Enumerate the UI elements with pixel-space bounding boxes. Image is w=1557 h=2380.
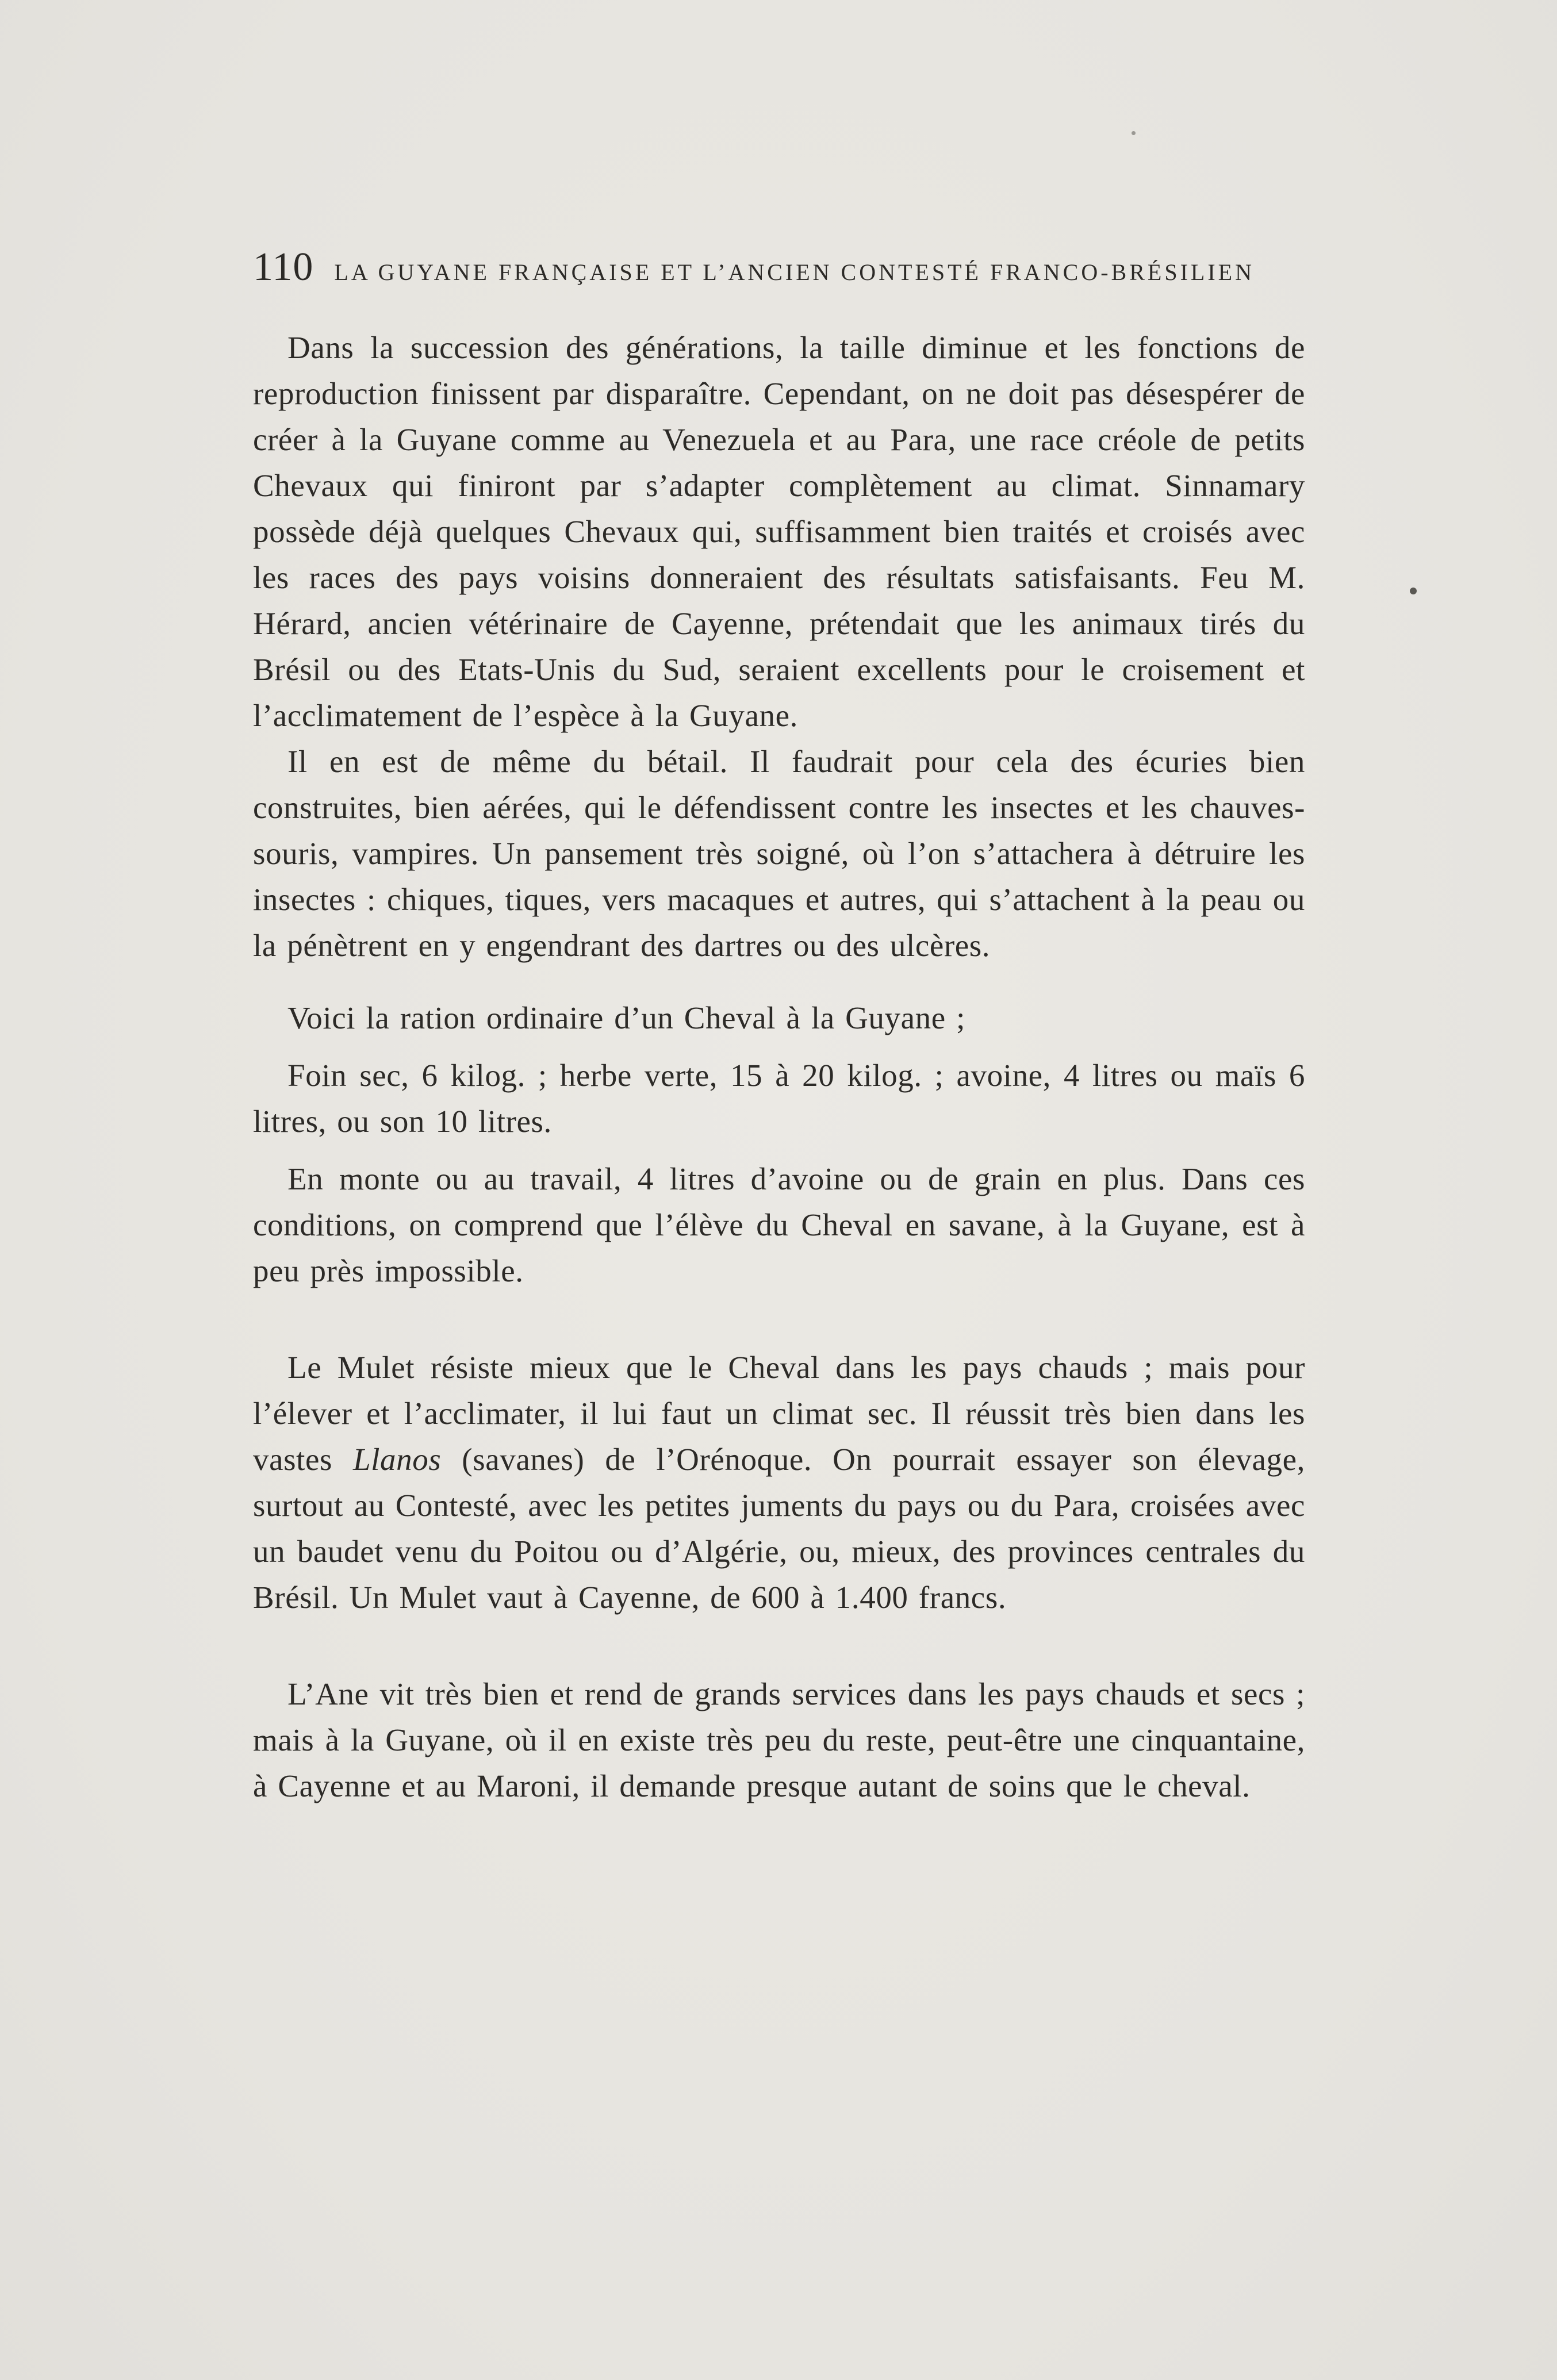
paragraph-mule xyxy=(253,1345,1305,1621)
llanos-term: Llanos xyxy=(352,1442,442,1477)
mule-text-end: (savanes) de l’Orénoque. On pourrait essayer son élevage, surtout au Contesté, avec les petites juments du pays ou du Para, croisées avec un baudet venu du Poitou ou d’Algérie, ou, mieux, des provinces centrales du Brésil. Un Mulet vaut à Cayenne, de 600 à 1.400 francs. xyxy=(253,1442,1305,1615)
paragraph-work-ration: En monte ou au travail, 4 litres d’avoine ou de grain en plus. Dans ces conditions, on comprend que l’élève du Cheval en savane, à la Guyane, est à peu près impossible. xyxy=(253,1161,1305,1288)
paragraph-ration: Foin sec, 6 kilog. ; herbe verte, 15 à 20 kilog. ; avoine, 4 litres ou maïs 6 litres, ou son 10 litres. xyxy=(253,1058,1305,1139)
body-text xyxy=(253,325,1305,1809)
paragraph-horse-breeding: Dans la succession des générations, la taille diminue et les fonctions de reproduction finissent par disparaître. Cependant, on ne doit pas désespérer de créer à la Guyane comme au Venezuela et au Para, une race créole de petits Chevaux qui finiront par s’adapter complètement au climat. Sinnamary possède déjà quelques Chevaux qui, suffisamment bien traités et croisés avec les races des pays voisins donneraient des résultats satisfaisants. Feu M. Hérard, ancien vétérinaire de Cayenne, prétendait que les animaux tirés du Brésil ou des Etats-Unis du Sud, seraient excellents pour le croisement et l’acclimatement de l’espèce à la Guyane. xyxy=(253,330,1305,733)
paragraph-donkey: L’Ane vit très bien et rend de grands services dans les pays chauds et secs ; mais à la Guyane, où il en existe très peu du reste, peut-être une cinquantaine, à Cayenne et au Maroni, il demande presque autant de soins que le cheval. xyxy=(253,1676,1305,1803)
page-header xyxy=(253,244,1305,296)
page-number: 110 xyxy=(253,245,314,289)
paragraph-cattle: Il en est de même du bétail. Il faudrait pour cela des écuries bien construites, bien aérées, qui le défendissent contre les insectes et les chauves-souris, vampires. Un pansement très soigné, où l’on s’attachera à détruire les insectes : chiques, tiques, vers macaques et autres, qui s’attachent à la peau ou la pénètrent en y engendrant des dartres ou des ulcères. xyxy=(253,744,1305,963)
ink-speck xyxy=(1410,588,1417,594)
mule-text-start: Le Mulet résiste mieux que le Cheval dans les pays chauds ; mais pour l’élever et l’acclimater, il lui faut un climat sec. Il réussit très bien dans les vastes xyxy=(253,1350,1305,1477)
ink-speck xyxy=(1132,131,1136,135)
paragraph-ration-intro: Voici la ration ordinaire d’un Cheval à la Guyane ; xyxy=(287,1000,965,1035)
running-title: LA GUYANE FRANÇAISE ET L’ANCIEN CONTESTÉ FRANCO-BRÉSILIEN xyxy=(334,259,1255,285)
